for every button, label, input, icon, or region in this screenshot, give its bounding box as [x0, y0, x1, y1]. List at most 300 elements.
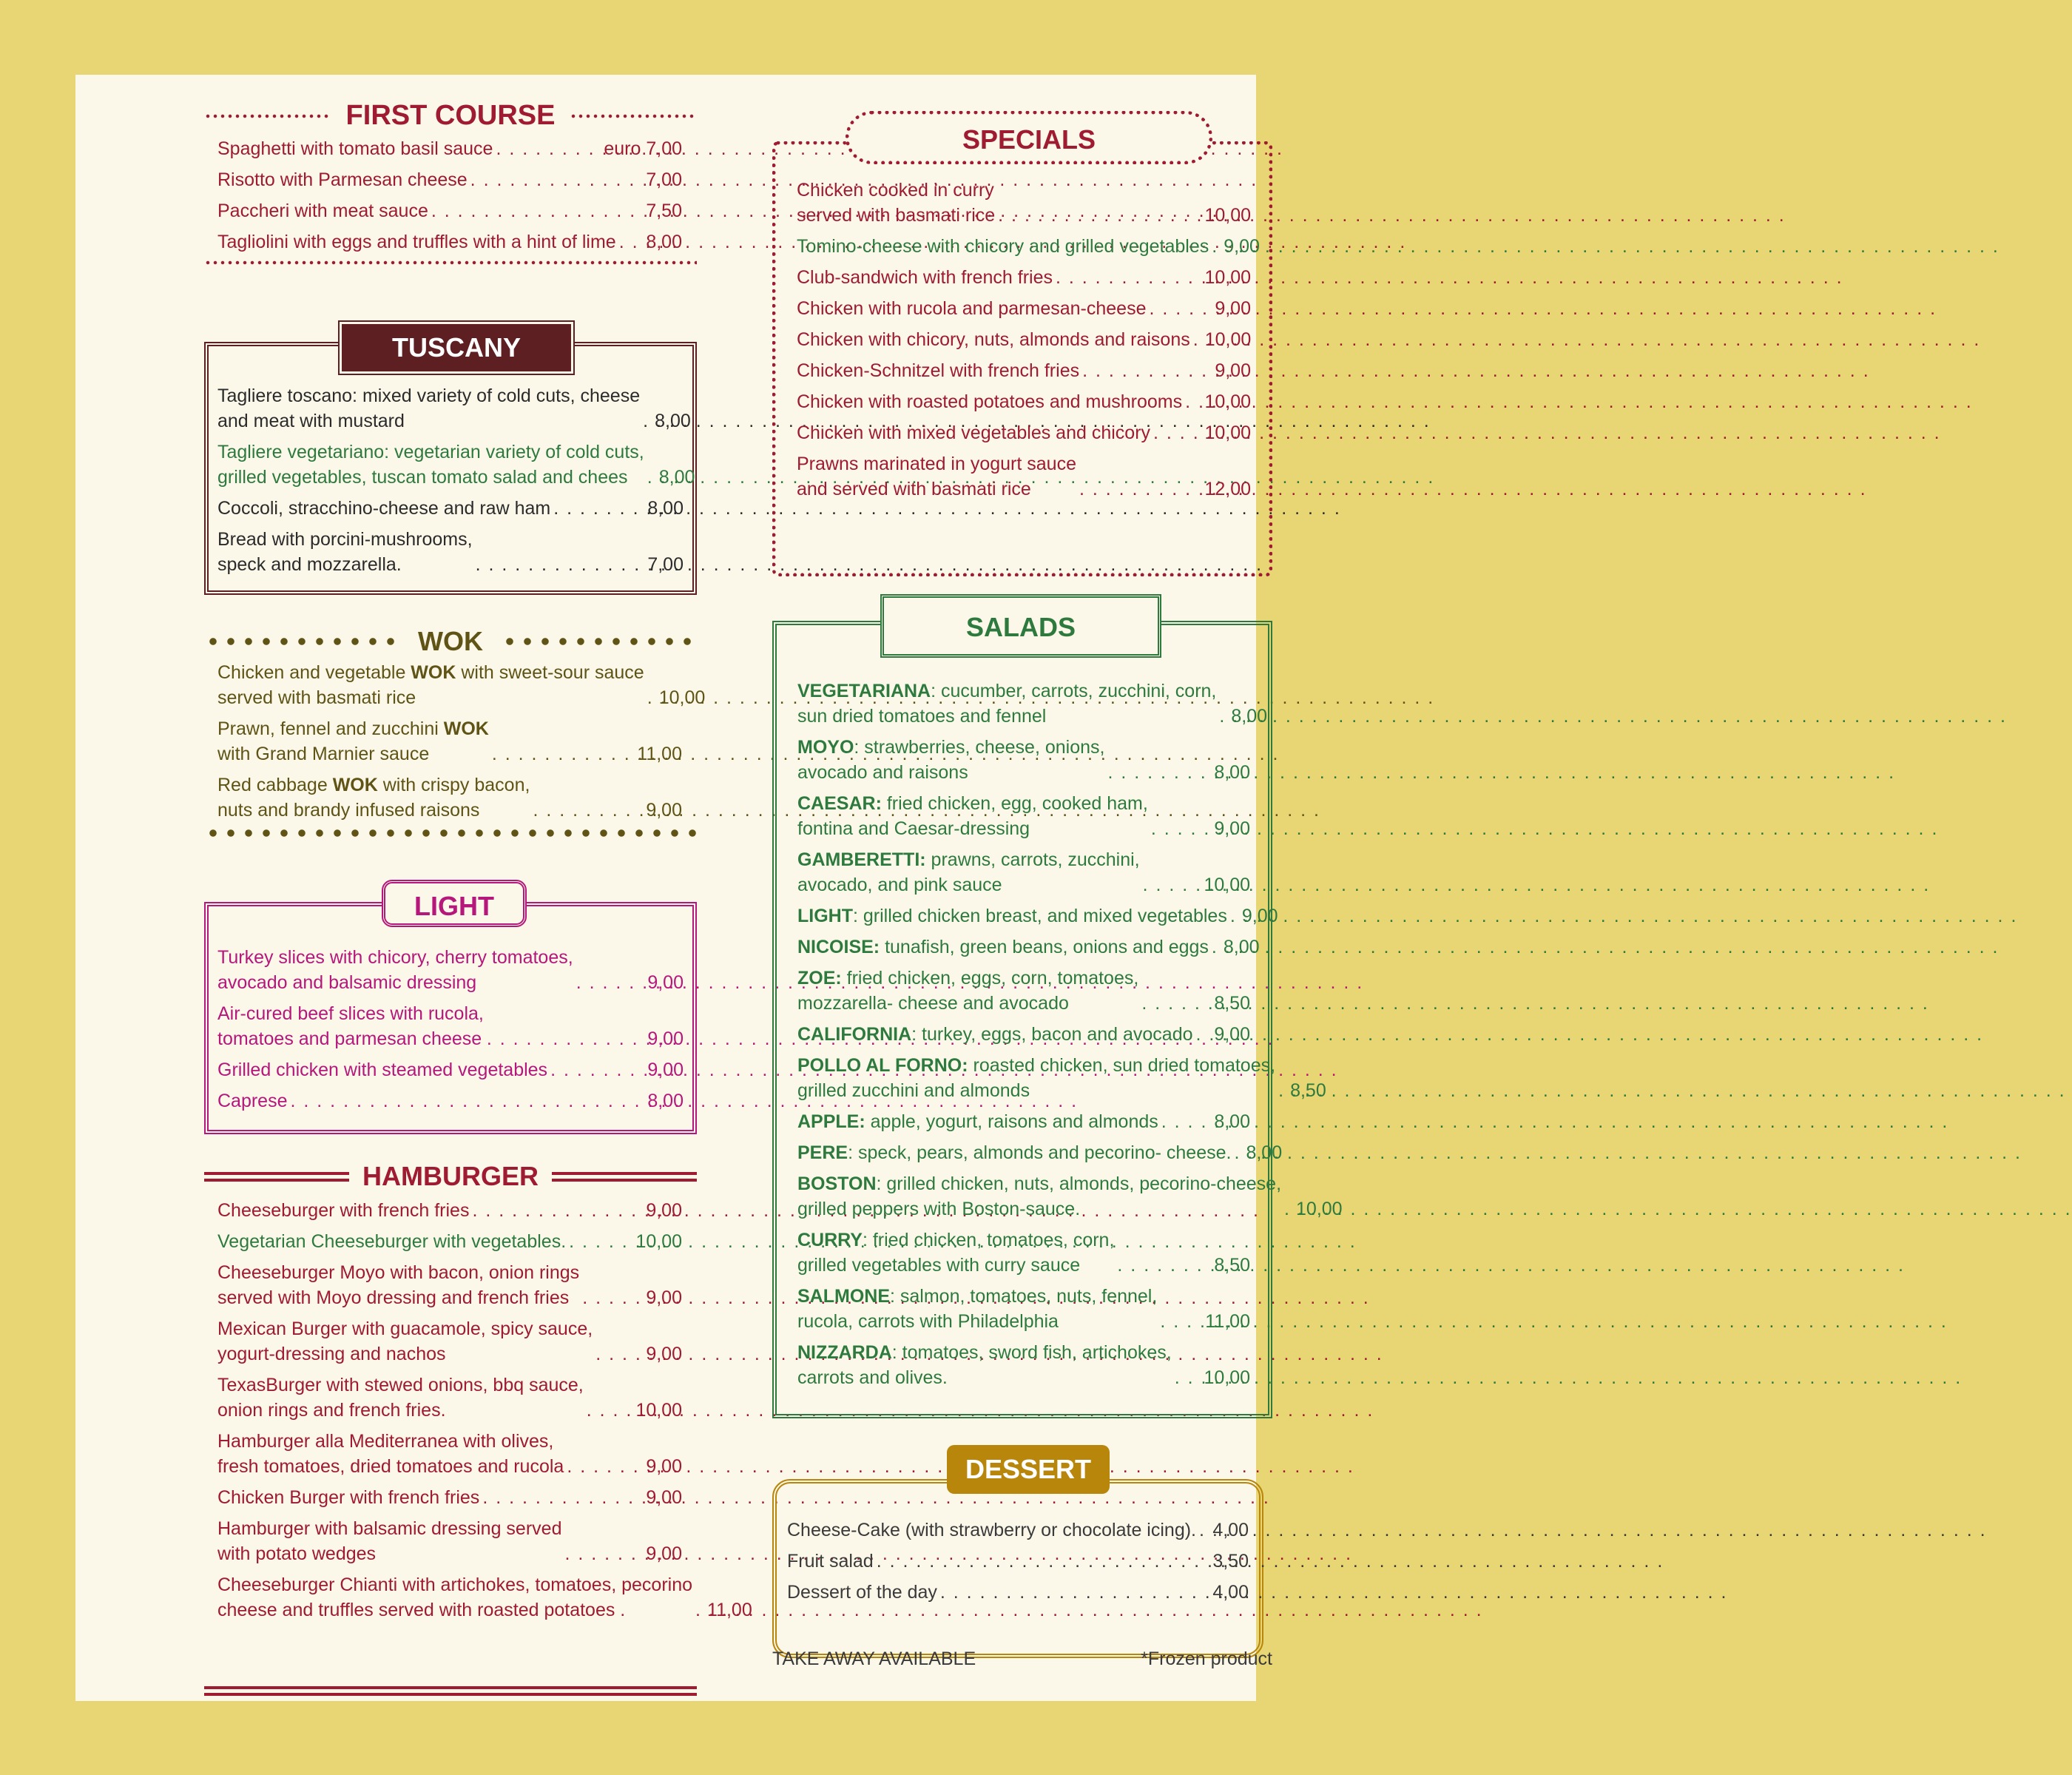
leader-dots	[1185, 389, 1201, 414]
item-line-2	[797, 327, 1190, 352]
divider-dots	[204, 114, 331, 118]
item-fragment: served with Moyo dressing and french fries	[217, 1287, 570, 1308]
leader-dots	[291, 1088, 645, 1114]
item-fragment: with crispy bacon,	[377, 775, 530, 795]
item-line-1	[797, 1171, 1281, 1196]
item-line-1	[797, 451, 1076, 476]
bottom-divider-lines	[204, 1686, 697, 1696]
item-highlight: SALMONE	[797, 1286, 890, 1307]
item-fragment: Prawns marinated in yogurt sauce	[797, 454, 1076, 474]
item-line-1	[217, 1372, 584, 1398]
item-fragment: grilled vegetables with curry sauce	[797, 1255, 1081, 1276]
item-line-1	[797, 178, 995, 203]
menu-item	[787, 1518, 1249, 1543]
menu-item	[217, 1372, 682, 1423]
item-text	[217, 1057, 547, 1082]
leader-dots	[1161, 1109, 1212, 1134]
item-price: 9,00	[1214, 818, 1250, 839]
item-fragment: Tagliolini with eggs and truffles with a hint of lime	[217, 232, 616, 252]
item-fragment: rucola, carrots with Philadelphia	[797, 1311, 1059, 1332]
item-price: 9,00	[646, 1344, 682, 1364]
menu-item	[217, 1001, 684, 1051]
leader-dots	[533, 798, 643, 823]
item-fragment: grilled zucchini and almonds	[797, 1080, 1030, 1101]
item-text	[797, 791, 1148, 841]
leader-dots	[595, 1341, 643, 1367]
item-fragment: Chicken-Schnitzel with french fries	[797, 360, 1080, 381]
leader-dots	[564, 1541, 643, 1566]
item-highlight: CURRY	[797, 1230, 863, 1250]
menu-item	[217, 1198, 682, 1223]
leader-dots	[619, 229, 644, 255]
item-price: 9,00	[646, 1200, 682, 1221]
divider-dots	[204, 637, 400, 646]
item-highlight: ZOE:	[797, 968, 842, 988]
item-line-2	[797, 1022, 1193, 1047]
dessert-section	[772, 1454, 1263, 1658]
item-price: 10,00	[1204, 1367, 1250, 1388]
item-text	[217, 1198, 469, 1223]
item-line-1	[217, 383, 640, 408]
item-price: 8,00	[646, 232, 682, 252]
item-line-1	[797, 678, 1216, 704]
item-text	[797, 903, 1227, 929]
item-price: 8,00	[1246, 1142, 1283, 1163]
item-price: 9,00	[646, 1487, 682, 1508]
wok-list	[204, 660, 706, 823]
item-text	[217, 1229, 566, 1254]
tuscany-section	[204, 332, 697, 595]
leader-dots	[1153, 420, 1201, 445]
dessert-list	[787, 1518, 1249, 1611]
leader-dots	[476, 552, 645, 577]
menu-item	[797, 420, 1251, 445]
leader-dots	[1149, 296, 1212, 321]
item-highlight: VEGETARIANA	[797, 681, 931, 701]
first-course-title: FIRST COURSE	[345, 100, 556, 131]
leader-dots	[1056, 265, 1201, 290]
light-title: LIGHT	[382, 880, 527, 927]
light-list	[217, 945, 684, 1119]
first-course-list	[204, 136, 697, 255]
hamburger-section	[204, 1161, 752, 1629]
item-fragment: Tagliere toscano: mixed variety of cold cuts, cheese	[217, 385, 641, 406]
item-line-1	[217, 1572, 692, 1597]
item-text	[797, 966, 1138, 1016]
item-line-1	[797, 847, 1140, 872]
item-fragment: fried chicken, egg, cooked ham,	[881, 793, 1148, 814]
leader-dots	[1278, 1078, 1287, 1103]
menu-item	[797, 934, 1260, 960]
item-price: 9,00	[646, 1543, 682, 1564]
item-fragment: Grilled chicken with steamed vegetables	[217, 1060, 548, 1080]
menu-item	[797, 1171, 1343, 1222]
item-price: 8,00	[1214, 762, 1250, 783]
menu-item	[217, 229, 682, 255]
item-price: 7,00	[646, 169, 682, 190]
menu-item	[217, 1088, 684, 1114]
item-fragment: avocado and balsamic dressing	[217, 972, 477, 993]
item-fragment: : turkey, eggs, bacon and avocado	[911, 1024, 1193, 1045]
item-text	[797, 678, 1216, 729]
leader-dots	[1151, 816, 1211, 841]
item-text	[797, 358, 1079, 383]
item-fragment: fresh tomatoes, dried tomatoes and rucola	[217, 1456, 564, 1477]
item-line-2	[797, 1196, 1281, 1222]
item-fragment: served with basmati rice	[797, 205, 996, 226]
item-price: 10,00	[1204, 267, 1251, 288]
item-line-2	[217, 1485, 479, 1510]
item-line-2	[217, 1398, 584, 1423]
leader-dots	[431, 198, 643, 223]
leader-dots	[1219, 704, 1228, 729]
leader-dots	[1117, 1253, 1211, 1278]
item-line-2	[797, 1078, 1275, 1103]
leader-dots	[587, 1398, 633, 1423]
leader-dots	[1234, 1140, 1243, 1165]
item-fragment: Cheeseburger Moyo with bacon, onion rings	[217, 1262, 580, 1283]
item-line-2	[217, 1088, 288, 1114]
menu-item	[797, 265, 1251, 290]
item-line-1	[797, 1284, 1157, 1309]
item-fragment: Coccoli, stracchino-cheese and raw ham	[217, 498, 551, 519]
item-fragment: Cheeseburger with french fries	[217, 1200, 470, 1221]
item-fragment: avocado, and pink sauce	[797, 875, 1002, 895]
item-text	[797, 178, 995, 228]
item-text	[217, 1260, 579, 1310]
item-fragment: grilled vegetables, tuscan tomato salad and chees	[217, 467, 628, 488]
leader-dots	[695, 1597, 704, 1623]
item-line-2	[217, 496, 550, 521]
item-text	[217, 167, 468, 192]
leader-dots	[1160, 1309, 1202, 1334]
item-text	[217, 527, 473, 577]
item-fragment: Prawn, fennel and zucchini	[217, 718, 444, 739]
menu-item	[217, 716, 682, 767]
leader-dots	[1284, 1196, 1293, 1222]
item-fragment: Hamburger with balsamic dressing served	[217, 1518, 562, 1539]
leader-dots	[1079, 476, 1201, 502]
item-fragment: with Grand Marnier sauce	[217, 744, 430, 764]
item-line-2	[797, 934, 1209, 960]
leader-dots	[470, 167, 644, 192]
item-text	[217, 439, 644, 490]
leader-dots	[576, 970, 645, 995]
item-price: 9,00	[1215, 298, 1251, 319]
item-fragment: onion rings and french fries.	[217, 1400, 446, 1421]
take-away-note: TAKE AWAY AVAILABLE	[772, 1648, 976, 1669]
item-fragment: cheese and truffles served with roasted potatoes .	[217, 1600, 626, 1620]
item-fragment: served with basmati rice	[217, 687, 416, 708]
item-fragment: Chicken and vegetable	[217, 662, 411, 683]
salads-title: SALADS	[880, 594, 1161, 658]
menu-item	[797, 903, 1278, 929]
item-line-2	[797, 872, 1140, 897]
item-line-1	[797, 1053, 1275, 1078]
item-line-1	[797, 735, 1104, 760]
item-fragment: Dessert of the day	[787, 1582, 937, 1603]
divider-dots	[204, 829, 697, 838]
item-fragment: and served with basmati rice	[797, 479, 1031, 499]
item-text	[797, 1340, 1172, 1390]
item-text	[217, 1001, 484, 1051]
menu-page	[75, 75, 1343, 1701]
item-price: 8,50	[1214, 993, 1250, 1014]
item-fragment: Red cabbage	[217, 775, 333, 795]
leader-dots	[496, 136, 601, 161]
item-price: 9,00	[1215, 360, 1251, 381]
item-fragment: : salmon, tomatoes, nuts, fennel,	[890, 1286, 1158, 1307]
item-fragment: Tagliere vegetariano: vegetarian variety of cold cuts,	[217, 442, 644, 462]
item-fragment: Chicken Burger with french fries	[217, 1487, 480, 1508]
item-line-2	[217, 1229, 566, 1254]
hamburger-list	[204, 1198, 752, 1623]
item-price: 8,00	[1223, 937, 1260, 957]
item-line-2	[217, 408, 640, 434]
item-line-1	[217, 945, 573, 970]
item-price: 4,00	[1212, 1582, 1249, 1603]
item-fragment: Spaghetti with tomato basil sauce	[217, 138, 493, 159]
item-fragment: apple, yogurt, raisons and almonds	[865, 1111, 1158, 1132]
item-text	[217, 1516, 561, 1566]
item-fragment: : speck, pears, almonds and pecorino- cheese.	[848, 1142, 1232, 1163]
item-text	[217, 136, 493, 161]
leader-dots	[877, 1549, 1210, 1574]
item-fragment: Chicken with rucola and parmesan-cheese	[797, 298, 1147, 319]
menu-item	[797, 1340, 1250, 1390]
leader-dots	[647, 685, 656, 710]
item-text	[797, 327, 1190, 352]
item-price: 3,50	[1212, 1551, 1249, 1572]
leader-dots	[1196, 1022, 1212, 1047]
item-line-1	[797, 1340, 1172, 1365]
menu-item	[797, 678, 1268, 729]
item-fragment: Hamburger alla Mediterranea with olives,	[217, 1431, 554, 1452]
item-text	[797, 1171, 1281, 1222]
item-fragment: tunafish, green beans, onions and eggs	[880, 937, 1209, 957]
item-text	[787, 1580, 937, 1605]
leader-dots	[643, 408, 652, 434]
item-text	[797, 234, 1209, 259]
item-highlight: WOK	[332, 775, 378, 795]
item-price: 8,00	[655, 411, 691, 431]
item-line-2	[217, 1454, 564, 1479]
item-price: 9,00	[1241, 906, 1278, 926]
item-price: 8,50	[1214, 1255, 1250, 1276]
item-text	[797, 1227, 1114, 1278]
item-highlight: NICOISE:	[797, 937, 880, 957]
item-price: 10,00	[658, 687, 706, 708]
menu-item	[217, 496, 684, 521]
item-highlight: NIZZARDA	[797, 1342, 892, 1363]
item-line-2	[217, 1057, 547, 1082]
leader-dots	[1193, 327, 1202, 352]
menu-item	[217, 527, 684, 577]
item-fragment: TexasBurger with stewed onions, bbq sauce,	[217, 1375, 584, 1395]
item-line-2	[797, 476, 1076, 502]
item-fragment: : strawberries, cheese, onions,	[854, 737, 1105, 758]
item-line-1	[217, 1316, 593, 1341]
item-fragment: : fried chicken, tomatoes, corn,	[862, 1230, 1115, 1250]
item-line-1	[217, 527, 473, 552]
menu-item	[797, 966, 1250, 1016]
item-text	[217, 772, 530, 823]
menu-item	[217, 1229, 682, 1254]
item-line-2	[217, 552, 473, 577]
leader-dots	[1199, 1518, 1209, 1543]
leader-dots	[569, 1229, 632, 1254]
menu-item	[217, 383, 691, 434]
leader-dots	[940, 1580, 1209, 1605]
item-line-1	[217, 660, 644, 685]
footer	[772, 1646, 1272, 1671]
leader-dots	[1175, 1365, 1201, 1390]
leader-dots	[550, 1057, 644, 1082]
leader-dots	[487, 1026, 644, 1051]
leader-dots	[1141, 991, 1211, 1016]
menu-item	[797, 1053, 1326, 1103]
item-line-2	[217, 229, 616, 255]
item-highlight: CALIFORNIA	[797, 1024, 912, 1045]
menu-item	[217, 1260, 682, 1310]
item-line-2	[217, 1341, 593, 1367]
item-price: 12,00	[1204, 479, 1251, 499]
tuscany-list	[217, 383, 695, 583]
item-line-2	[217, 136, 493, 161]
item-text	[797, 1022, 1193, 1047]
item-line-2	[797, 1140, 1231, 1165]
leader-dots	[567, 1454, 643, 1479]
menu-item	[217, 439, 695, 490]
item-price: 9,00	[647, 1060, 684, 1080]
item-fragment: Chicken cooked in curry	[797, 180, 994, 201]
item-highlight: PERE	[797, 1142, 848, 1163]
item-text	[217, 198, 428, 223]
item-text	[787, 1518, 1196, 1543]
menu-item	[217, 167, 682, 192]
item-price: 10,00	[1204, 205, 1251, 226]
item-fragment: Bread with porcini-mushrooms,	[217, 529, 473, 550]
item-line-1	[217, 772, 530, 798]
item-text	[797, 1053, 1275, 1103]
leader-dots	[1107, 760, 1211, 785]
menu-item	[217, 198, 682, 223]
item-fragment: carrots and olives.	[797, 1367, 948, 1388]
menu-item	[217, 1572, 752, 1623]
item-price: 8,00	[647, 1091, 684, 1111]
item-price: 9,00	[646, 1287, 682, 1308]
item-text	[217, 1088, 288, 1114]
divider-dots	[501, 637, 697, 646]
item-line-2	[797, 1365, 1172, 1390]
item-fragment: Club-sandwich with french fries	[797, 267, 1053, 288]
item-price: 8,00	[1214, 1111, 1250, 1132]
item-fragment: : cucumber, carrots, zucchini, corn,	[931, 681, 1217, 701]
specials-title: SPECIALS	[846, 111, 1212, 164]
leader-dots	[553, 496, 644, 521]
leader-dots	[482, 1485, 643, 1510]
item-fragment: Turkey slices with chicory, cherry tomatoes,	[217, 947, 573, 968]
item-text	[217, 1372, 584, 1423]
menu-item	[797, 847, 1250, 897]
item-price: 10,00	[1204, 329, 1252, 350]
menu-item	[797, 1022, 1250, 1047]
item-text	[217, 1316, 593, 1367]
item-line-2	[797, 358, 1079, 383]
leader-dots	[1230, 903, 1239, 929]
menu-item	[797, 327, 1251, 352]
leader-dots	[647, 465, 656, 490]
item-text	[797, 420, 1150, 445]
item-fragment: grilled peppers with Boston-sauce.	[797, 1199, 1081, 1219]
item-fragment: and meat with mustard	[217, 411, 405, 431]
menu-item	[797, 1227, 1250, 1278]
item-price: 10,00	[635, 1231, 682, 1252]
item-line-2	[797, 265, 1053, 290]
menu-item	[217, 945, 684, 995]
item-price: 9,00	[646, 800, 682, 821]
item-line-2	[797, 903, 1227, 929]
item-price: 8,00	[647, 498, 684, 519]
item-line-1	[217, 1260, 579, 1285]
item-fragment: speck and mozzarella.	[217, 554, 402, 575]
item-line-2	[797, 1309, 1157, 1334]
item-price: 10,00	[1204, 391, 1251, 412]
item-text	[217, 229, 616, 255]
item-line-1	[217, 1001, 484, 1026]
item-highlight: CAESAR:	[797, 793, 882, 814]
light-section	[204, 891, 697, 1134]
tuscany-title: TUSCANY	[342, 324, 571, 371]
first-course-section	[204, 100, 697, 265]
item-text	[797, 265, 1053, 290]
item-fragment: with potato wedges	[217, 1543, 377, 1564]
menu-item	[787, 1549, 1249, 1574]
item-fragment: mozzarella- cheese and avocado	[797, 993, 1069, 1014]
item-line-2	[797, 991, 1138, 1016]
wok-section	[204, 626, 706, 838]
menu-item	[797, 234, 1260, 259]
item-line-2	[797, 203, 995, 228]
menu-item	[217, 772, 682, 823]
item-highlight: POLLO AL FORNO:	[797, 1055, 968, 1076]
item-fragment: fried chicken, eggs, corn, tomatoes,	[841, 968, 1139, 988]
item-text	[217, 945, 573, 995]
item-price: 11,00	[707, 1600, 752, 1620]
item-line-2	[217, 1026, 484, 1051]
item-line-2	[797, 760, 1104, 785]
item-fragment: Chicken with chicory, nuts, almonds and raisons	[797, 329, 1190, 350]
item-line-2	[217, 167, 468, 192]
item-fragment: Chicken with roasted potatoes and mushrooms	[797, 391, 1183, 412]
item-fragment: Air-cured beef slices with rucola,	[217, 1003, 484, 1024]
item-text	[217, 383, 640, 434]
specials-list	[797, 178, 1260, 508]
item-text	[797, 735, 1104, 785]
menu-item	[217, 1316, 682, 1367]
item-highlight: WOK	[443, 718, 489, 739]
item-price: 10,00	[1296, 1199, 1343, 1219]
item-text	[797, 934, 1209, 960]
item-price: 7,00	[647, 554, 684, 575]
item-price: 4,00	[1212, 1520, 1249, 1540]
leader-dots	[1082, 358, 1212, 383]
item-text	[217, 1572, 692, 1623]
item-fragment: Tomino-cheese with chicory and grilled vegetables	[797, 236, 1209, 257]
item-line-2	[797, 1253, 1114, 1278]
leader-dots	[492, 741, 634, 767]
item-line-2	[217, 198, 428, 223]
